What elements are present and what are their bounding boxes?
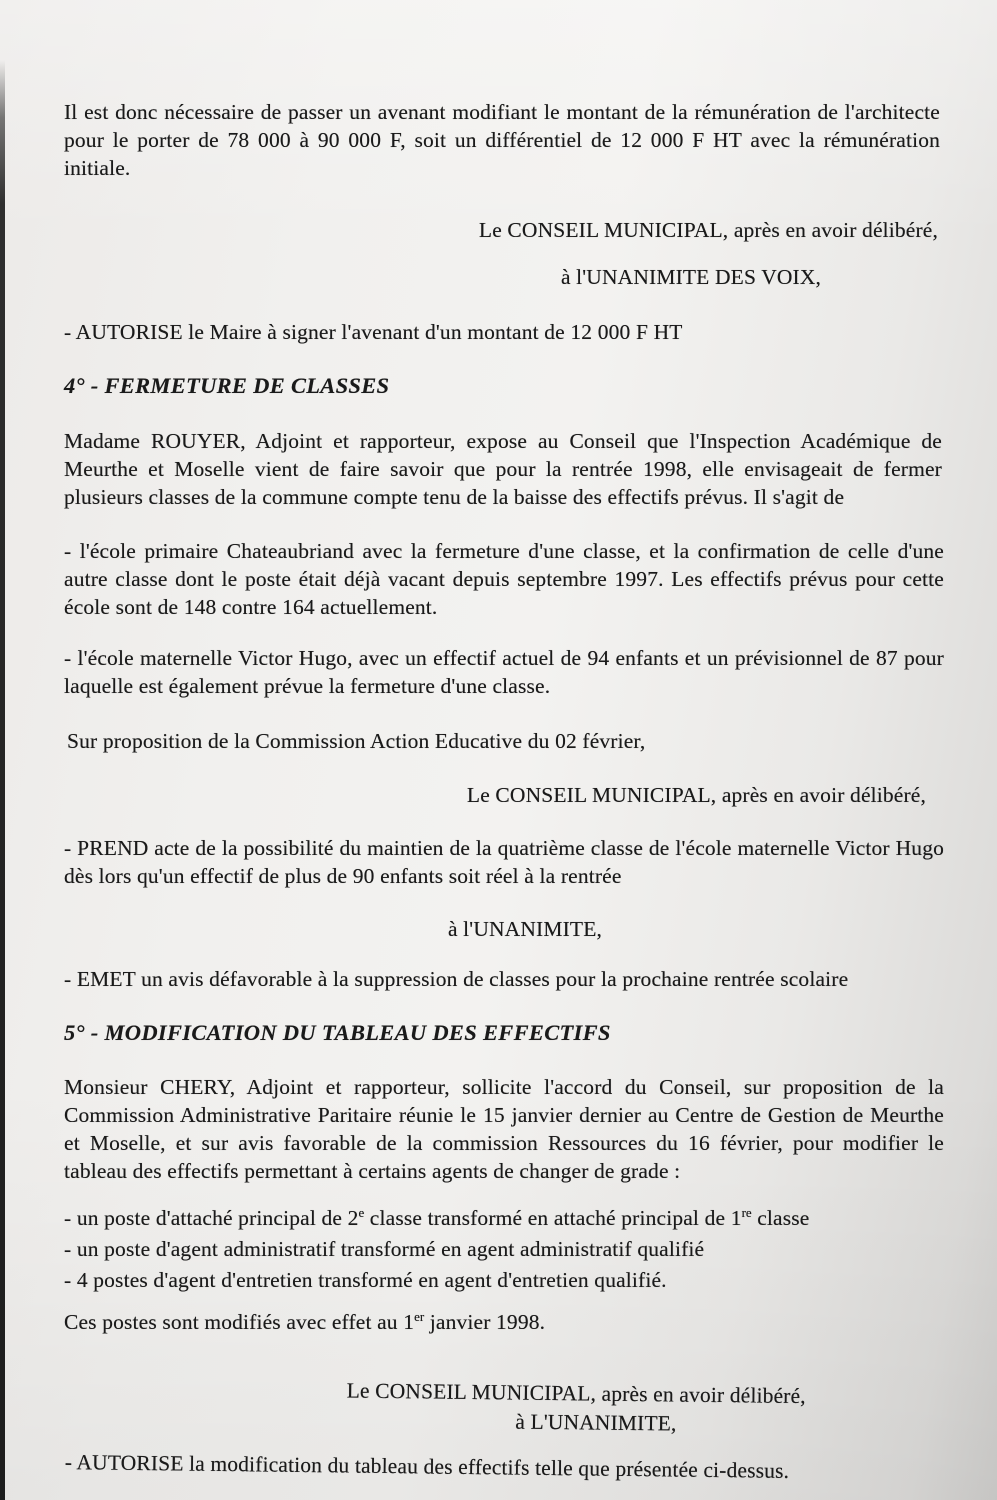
line-emet-avis: - EMET un avis défavorable à la suppression de classes pour la prochaine rentrée scolaire bbox=[64, 967, 849, 991]
closing-deliberation-block bbox=[0, 1364, 997, 1500]
line-autorise-tableau: - AUTORISE la modification du tableau des effectifs telle que présentée ci-dessus. bbox=[64, 1450, 790, 1483]
superscript-1re: re bbox=[741, 1204, 752, 1220]
line-sur-proposition: Sur proposition de la Commission Action Educative du 02 février, bbox=[67, 729, 646, 753]
superscript-2e: e bbox=[358, 1204, 365, 1220]
line-conseil-municipal-1: Le CONSEIL MUNICIPAL, après en avoir délibéré, bbox=[478, 218, 938, 242]
line-prend-acte: - PREND acte de la possibilité du maintien de la quatrième classe de l'école maternelle Victor Hugo dès lors qu'un effectif de plus de 90 enfants soit réel à la rentrée bbox=[64, 836, 944, 888]
line-ces-postes bbox=[64, 1308, 924, 1336]
heading-section-4: 4° - FERMETURE DE CLASSES bbox=[64, 373, 390, 398]
heading-section-5: 5° - MODIFICATION DU TABLEAU DES EFFECTIFS bbox=[64, 1020, 611, 1045]
line-unanimite-3: à L'UNANIMITE, bbox=[515, 1409, 677, 1436]
bullet-agent-administratif: - un poste d'agent administratif transformé en agent administratif qualifié bbox=[64, 1237, 705, 1261]
ces-postes-text-1: Ces postes sont modifiés avec effet au 1 bbox=[64, 1310, 415, 1334]
superscript-1er: er bbox=[414, 1308, 425, 1324]
line-unanimite-des-voix: à l'UNANIMITE DES VOIX, bbox=[560, 265, 822, 289]
line-conseil-municipal-3: Le CONSEIL MUNICIPAL, après en avoir délibéré, bbox=[346, 1378, 806, 1409]
paragraph-avenant: Il est donc nécessaire de passer un avenant modifiant le montant de la rémunération de l'architecte pour le porter de 78 000 à 90 000 F, soit un différentiel de 12 000 F HT avec la rémunération initiale. bbox=[64, 100, 940, 180]
line-unanimite-2: à l'UNANIMITE, bbox=[447, 917, 603, 941]
ces-postes-text-2: janvier 1998. bbox=[424, 1310, 546, 1334]
bullet-ecole-chateaubriand: - l'école primaire Chateaubriand avec la fermeture d'une classe, et la confirmation de celle d'une autre classe dont le poste était déjà vacant depuis septembre 1997. Les effectifs prévus pour cette école sont de 148 contre 164 actuellement. bbox=[64, 539, 944, 619]
bullet-agent-entretien: - 4 postes d'agent d'entretien transformé en agent d'entretien qualifié. bbox=[64, 1268, 667, 1292]
scan-edge-shadow bbox=[0, 60, 5, 1500]
line-autorise-avenant: - AUTORISE le Maire à signer l'avenant d'un montant de 12 000 F HT bbox=[64, 320, 683, 344]
bullet-attache-text-1: - un poste d'attaché principal de 2 bbox=[64, 1206, 359, 1230]
list-grade-changes bbox=[64, 1203, 944, 1296]
bullet-attache-principal bbox=[64, 1203, 944, 1234]
line-conseil-municipal-2: Le CONSEIL MUNICIPAL, après en avoir délibéré, bbox=[466, 783, 926, 807]
paragraph-rouyer: Madame ROUYER, Adjoint et rapporteur, expose au Conseil que l'Inspection Académique de Meurthe et Moselle vient de faire savoir que pour la rentrée 1998, elle envisageait de fermer plusieurs classes de la commune compte tenu de la baisse des effectifs prévus. Il s'agit de bbox=[64, 429, 942, 509]
bullet-ecole-victor-hugo: - l'école maternelle Victor Hugo, avec un effectif actuel de 94 enfants et un prévisionnel de 87 pour laquelle est également prévue la fermeture d'une classe. bbox=[64, 646, 944, 698]
bullet-attache-text-3: classe bbox=[751, 1206, 810, 1230]
bullet-attache-text-2: classe transformé en attaché principal de 1 bbox=[364, 1206, 742, 1230]
paragraph-chery: Monsieur CHERY, Adjoint et rapporteur, sollicite l'accord du Conseil, sur proposition de la Commission Administrative Paritaire réunie le 15 janvier dernier au Centre de Gestion de Meurthe et Moselle, et sur avis favorable de la commission Ressources du 16 février, pour modifier le tableau des effectifs permettant à certains agents de changer de grade : bbox=[64, 1075, 944, 1183]
